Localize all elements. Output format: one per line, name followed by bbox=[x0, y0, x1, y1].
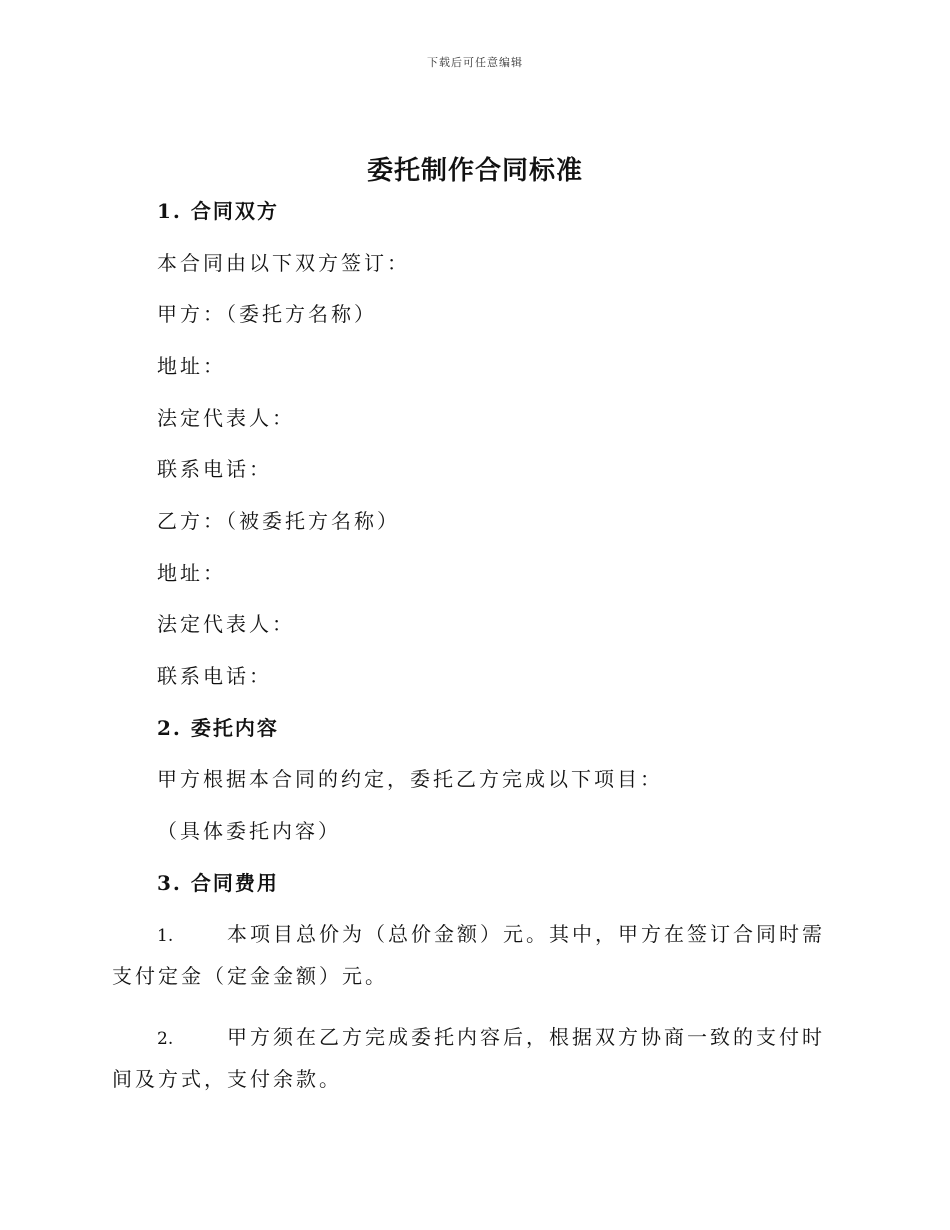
section2-heading: 2. 委托内容 bbox=[157, 716, 279, 740]
party-a-name: 甲方：（委托方名称） bbox=[157, 302, 377, 326]
page-header-note: 下载后可任意编辑 bbox=[427, 56, 523, 69]
party-a-phone: 联系电话： bbox=[157, 457, 272, 481]
section3-heading: 3. 合同费用 bbox=[157, 871, 279, 895]
party-b-legal-rep: 法定代表人： bbox=[157, 612, 295, 636]
fee-item-1 bbox=[112, 914, 832, 996]
party-a-address: 地址： bbox=[157, 354, 226, 378]
fee-item-2 bbox=[112, 1017, 832, 1099]
fee-item-2-number: 2. bbox=[157, 1029, 174, 1049]
fee-item-1-text: 本项目总价为（总价金额）元。其中，甲方在签订合同时需支付定金（定金金额）元。 bbox=[112, 922, 825, 988]
party-a-legal-rep: 法定代表人： bbox=[157, 406, 295, 430]
section1-intro: 本合同由以下双方签订： bbox=[157, 251, 410, 275]
party-b-address: 地址： bbox=[157, 561, 226, 585]
party-b-phone: 联系电话： bbox=[157, 664, 272, 688]
party-b-name: 乙方：（被委托方名称） bbox=[157, 509, 400, 533]
section2-placeholder: （具体委托内容） bbox=[157, 819, 341, 843]
section1-heading: 1. 合同双方 bbox=[157, 199, 279, 223]
section2-body: 甲方根据本合同的约定，委托乙方完成以下项目： bbox=[157, 767, 663, 791]
fee-item-2-text: 甲方须在乙方完成委托内容后，根据双方协商一致的支付时间及方式，支付余款。 bbox=[112, 1025, 825, 1091]
fee-item-1-number: 1. bbox=[157, 926, 174, 946]
document-title: 委托制作合同标准 bbox=[366, 156, 583, 186]
